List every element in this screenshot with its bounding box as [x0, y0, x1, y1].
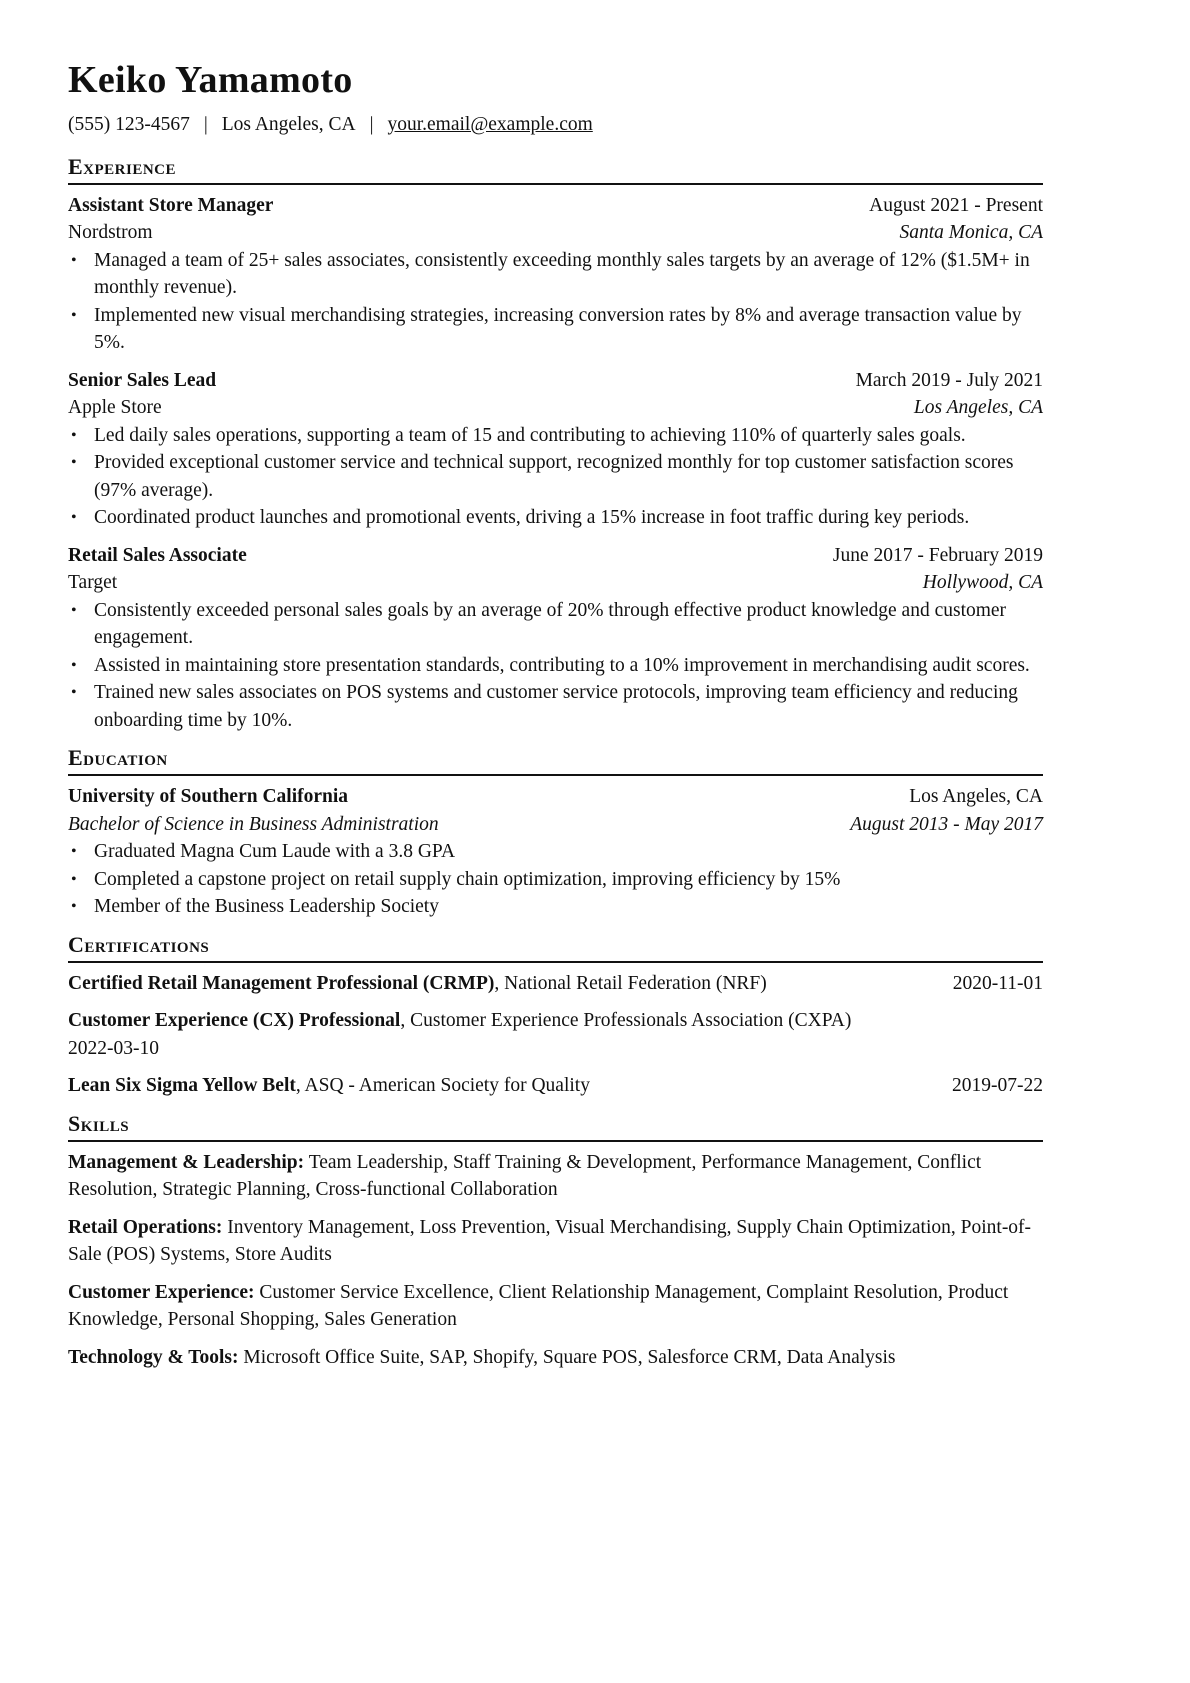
bullet-item: • Trained new sales associates on POS systems and customer service protocols, improving team efficiency and reducing onboarding time by 10%. [94, 679, 1043, 734]
experience-entry [68, 542, 1043, 735]
bullet-item: • Managed a team of 25+ sales associates, consistently exceeding monthly sales targets by an average of 12% ($1.5M+ in monthly revenue). [94, 247, 1043, 302]
certification-item [68, 970, 1043, 998]
company-name: Apple Store [68, 397, 162, 418]
skill-value: Customer Service Excellence, Client Relationship Management, Complaint Resolution, Product Knowledge, Personal Shopping, Sales Generation [68, 1281, 1009, 1330]
skill-group [68, 1344, 1043, 1372]
skill-value: Team Leadership, Staff Training & Development, Performance Management, Conflict Resolution, Strategic Planning, Cross-functional Collaboration [68, 1151, 982, 1200]
separator: | [369, 114, 374, 135]
bullet-item: • Provided exceptional customer service and technical support, recognized monthly for top customer satisfaction scores (97% average). [94, 449, 1043, 504]
job-location: Santa Monica, CA [899, 222, 1043, 243]
certification-item [68, 1007, 1043, 1062]
skill-value: Microsoft Office Suite, SAP, Shopify, Square POS, Salesforce CRM, Data Analysis [243, 1346, 896, 1368]
certification-date: 2019-07-22 [952, 1075, 1043, 1096]
skill-label: Retail Operations: [68, 1216, 223, 1238]
bullet-list [68, 422, 1043, 532]
certification-name: Customer Experience (CX) Professional [68, 1010, 401, 1031]
skill-label: Technology & Tools: [68, 1346, 239, 1368]
skill-label: Customer Experience: [68, 1281, 255, 1303]
experience-section [68, 153, 1043, 735]
job-dates: March 2019 - July 2021 [855, 369, 1043, 391]
email-link[interactable]: your.email@example.com [387, 114, 593, 135]
bullet-item: • Completed a capstone project on retail supply chain optimization, improving efficiency by 15% [94, 866, 1043, 894]
candidate-name: Keiko Yamamoto [68, 59, 353, 101]
bullet-list [68, 597, 1043, 735]
job-title: Senior Sales Lead [68, 369, 217, 391]
job-title: Assistant Store Manager [68, 194, 274, 216]
job-location: Los Angeles, CA [913, 397, 1043, 418]
skill-group [68, 1279, 1043, 1334]
certification-issuer: , Customer Experience Professionals Association (CXPA) [400, 1010, 852, 1031]
bullet-list [68, 838, 1043, 921]
company-name: Nordstrom [68, 222, 153, 243]
skill-value: Inventory Management, Loss Prevention, Visual Merchandising, Supply Chain Optimization, Point-of-Sale (POS) Systems, Store Audits [68, 1216, 1032, 1265]
phone-number: (555) 123-4567 [68, 114, 190, 135]
separator: | [203, 114, 208, 135]
school-name: University of Southern California [68, 786, 349, 807]
experience-entry [68, 192, 1043, 357]
bullet-item: • Coordinated product launches and promotional events, driving a 15% increase in foot traffic during key periods. [94, 504, 1043, 532]
job-location: Hollywood, CA [922, 572, 1043, 593]
bullet-item: • Graduated Magna Cum Laude with a 3.8 GPA [94, 838, 1043, 866]
school-location: Los Angeles, CA [909, 786, 1043, 807]
skill-group [68, 1214, 1043, 1269]
location: Los Angeles, CA [221, 114, 356, 135]
certification-date: 2022-03-10 [68, 1037, 159, 1059]
experience-entry [68, 367, 1043, 532]
skill-label: Management & Leadership: [68, 1151, 305, 1173]
education-dates: August 2013 - May 2017 [850, 813, 1043, 835]
certification-item [68, 1072, 1043, 1100]
section-title-experience: Experience [68, 153, 1043, 185]
contact-line [68, 111, 1043, 139]
bullet-item: • Implemented new visual merchandising strategies, increasing conversion rates by 8% and average transaction value by 5%. [94, 302, 1043, 357]
certification-name: Lean Six Sigma Yellow Belt [68, 1075, 296, 1096]
certification-issuer: , National Retail Federation (NRF) [494, 972, 767, 994]
certification-issuer: , ASQ - American Society for Quality [295, 1075, 590, 1096]
bullet-item: • Consistently exceeded personal sales goals by an average of 20% through effective product knowledge and customer engagement. [94, 597, 1043, 652]
certifications-section [68, 931, 1043, 1100]
resume-page [68, 58, 1043, 1381]
skills-section [68, 1110, 1043, 1372]
bullet-item: • Member of the Business Leadership Society [94, 893, 1043, 921]
section-title-skills: Skills [68, 1110, 1043, 1142]
job-dates: June 2017 - February 2019 [832, 544, 1043, 566]
certification-date: 2020-11-01 [952, 972, 1043, 994]
education-entry [68, 783, 1043, 921]
certification-name: Certified Retail Management Professional (CRMP) [68, 972, 495, 994]
skill-group [68, 1149, 1043, 1204]
job-dates: August 2021 - Present [869, 194, 1043, 216]
degree: Bachelor of Science in Business Administration [68, 813, 439, 835]
job-title: Retail Sales Associate [68, 544, 247, 566]
bullet-list [68, 247, 1043, 357]
section-title-certifications: Certifications [68, 931, 1043, 963]
bullet-item: • Led daily sales operations, supporting a team of 15 and contributing to achieving 110% of quarterly sales goals. [94, 422, 1043, 450]
section-title-education: Education [68, 744, 1043, 776]
bullet-item: • Assisted in maintaining store presentation standards, contributing to a 10% improvement in merchandising audit scores. [94, 652, 1043, 680]
education-section [68, 744, 1043, 921]
company-name: Target [68, 572, 118, 593]
